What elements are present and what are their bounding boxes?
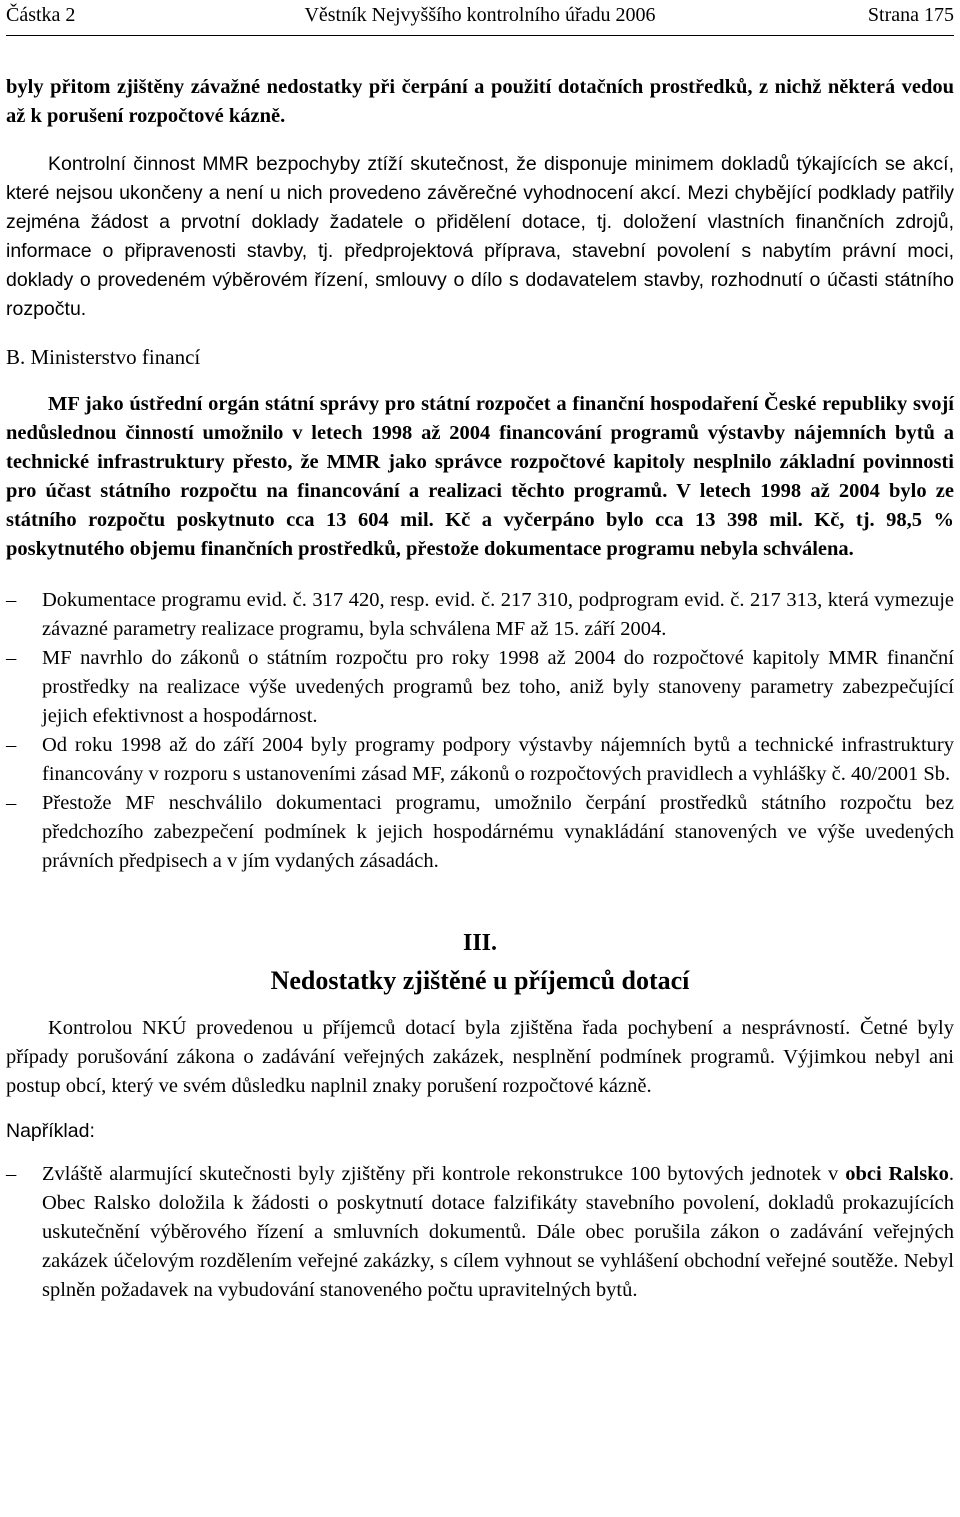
paragraph-recipients: Kontrolou NKÚ provedenou u příjemců dotací byla zjištěna řada pochybení a nesprávností. Četné byly případy porušování zákona o zadávání veřejných zakázek, nesplnění podmínek programů. Výjimkou nebyl ani postup obcí, který ve svém důsledku naplnil znaky porušení rozpočtové kázně. [6, 1017, 954, 1097]
dash-bullet-icon: – [6, 589, 17, 611]
list-item [6, 789, 954, 876]
example-label: Například: [6, 1120, 95, 1142]
list-item-highlight: obci Ralsko [845, 1163, 949, 1185]
document-page [6, 0, 954, 1305]
dash-bullet-icon: – [6, 1163, 17, 1185]
list-item [6, 644, 954, 731]
header-page-number: Strana 175 [867, 4, 954, 26]
list-item-text: Od roku 1998 až do září 2004 byly programy podpory výstavby nájemních bytů a technické infrastruktury financovány v rozporu s ustanoveními zásad MF, zákonů o rozpočtových pravidlech a vyhlášky č. 40/2001 Sb. [42, 734, 954, 785]
list-item-text-end: . Obec Ralsko doložila k žádosti o poskytnutí dotace falzifikáty stavebního povolení, dokladů prokazujících uskutečnění výběrového řízení a smluvních dokumentů. Dále obec porušila zákon o zadávání veřejných zakázek účelovým rozdělením veřejné zakázky, s cílem vyhnout se vyhlášení obchodní veřejné soutěže. Nebyl splněn požadavek na vybudování stanoveného počtu upravitelných bytů. [42, 1163, 955, 1301]
chapter-number: III. [462, 930, 498, 956]
header-rule [6, 35, 954, 36]
mf-findings-list [6, 586, 954, 876]
paragraph-continuation: byly přitom zjištěny závažné nedostatky při čerpání a použití dotačních prostředků, z nichž některá vedou až k porušení rozpočtové kázně. [6, 76, 954, 127]
list-item-text: Přestože MF neschválilo dokumentaci programu, umožnilo čerpání prostředků státního rozpočtu bez předchozího zabezpečení podmínek k jejich hospodárnému vynakládání stanovených ve výše uvedených právních předpisech a v jím vydaných zásadách. [42, 792, 954, 872]
page-header [6, 0, 954, 43]
dash-bullet-icon: – [6, 792, 17, 814]
list-item-text: MF navrhlo do zákonů o státním rozpočtu pro roky 1998 až 2004 do rozpočtové kapitoly MMR finanční prostředky na realizace výše uvedených programů bez toho, aniž byly stanoveny parametry zabezpečující jejich efektivnost a hospodárnost. [42, 647, 954, 727]
list-item [6, 586, 954, 644]
list-item-text-start: Zvláště alarmující skutečnosti byly zjištěny při kontrole rekonstrukce 100 bytových jednotek v [42, 1163, 846, 1185]
header-journal-title: Věstník Nejvyššího kontrolního úřadu 2006 [304, 4, 656, 26]
paragraph-mmr-control: Kontrolní činnost MMR bezpochyby ztíží skutečnost, že disponuje minimem dokladů týkajících se akcí, které nejsou ukončeny a není u nich provedeno závěrečné vyhodnocení akcí. Mezi chybějící podklady patřily zejména žádost a prvotní doklady žadatele o přidělení dotace, tj. doložení vlastních finančních zdrojů, informace o připravenosti stavby, tj. předprojektová příprava, stavební povolení s nabytím právní moci, doklady o provedeném výběrovém řízení, smlouvy o dílo s dodavatelem stavby, rozhodnutí o účasti státního rozpočtu. [6, 153, 954, 320]
paragraph-mf-summary: MF jako ústřední orgán státní správy pro státní rozpočet a finanční hospodaření České republiky svojí nedůslednou činností umožnilo v letech 1998 až 2004 financování programů výstavby nájemních bytů a technické infrastruktury přesto, že MMR jako správce rozpočtové kapitoly nesplnilo základní povinnosti pro účast státního rozpočtu na financování a realizaci těchto programů. V letech 1998 až 2004 bylo ze státního rozpočtu poskytnuto cca 13 604 mil. Kč a vyčerpáno bylo cca 13 398 mil. Kč, tj. 98,5 % poskytnutého objemu finančních prostředků, přestože dokumentace programu nebyla schválena. [6, 393, 954, 560]
section-b-title: B. Ministerstvo financí [6, 345, 201, 369]
list-item [6, 1160, 954, 1305]
list-item-text: Dokumentace programu evid. č. 317 420, resp. evid. č. 217 310, podprogram evid. č. 217 313, která vymezuje závazné parametry realizace programu, byla schválena MF až 15. září 2004. [42, 589, 954, 640]
examples-list [6, 1160, 954, 1305]
header-issue: Částka 2 [6, 4, 76, 26]
dash-bullet-icon: – [6, 734, 17, 756]
list-item [6, 731, 954, 789]
dash-bullet-icon: – [6, 647, 17, 669]
chapter-title: Nedostatky zjištěné u příjemců dotací [270, 966, 690, 995]
